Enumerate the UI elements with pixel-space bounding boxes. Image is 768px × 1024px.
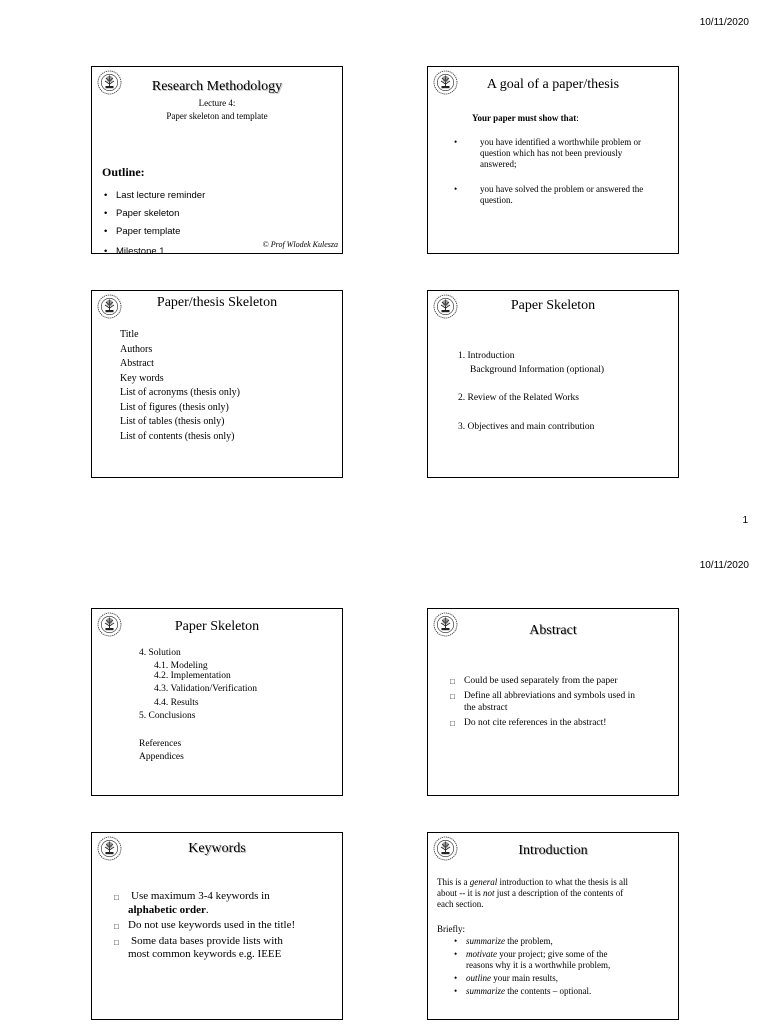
list-item: Key words [120,372,164,384]
list-item: 2. Review of the Related Works [458,393,579,403]
text-emphasis: summarize [466,986,506,996]
list-item: • Milestone 1 [102,243,205,261]
page-date: 10/11/2020 [699,17,749,28]
author-credit: © Prof Wlodek Kulesza [262,240,338,249]
list-subitem: 4.2. Implementation [154,671,231,681]
slide-goal-of-paper [427,66,679,254]
skeleton-list [120,328,240,444]
briefly-label: Briefly: [437,924,465,934]
slide-paper-skeleton-2 [91,608,343,796]
list-item: List of figures (thesis only) [120,401,229,413]
bullet-line: question which has not been previously [480,148,623,158]
item-tail: . [205,903,209,916]
slide-title: Keywords [188,841,246,856]
bullet-line: question. [480,195,513,205]
text-emphasis: outline [466,973,491,983]
bullet-line: you have identified a worthwhile problem or [480,137,641,147]
skeleton-list [458,349,604,434]
bullet-line: you have solved the problem or answered the [480,184,644,194]
slide-title: Abstract [529,623,577,638]
list-item: • outline your main results, [454,973,558,983]
slide-introduction [427,832,679,1020]
slide-keywords [91,832,343,1020]
slide-title: Introduction [518,843,588,858]
text-run: the problem, [505,936,553,946]
slide-research-methodology [91,66,343,257]
list-item [448,690,635,714]
text-run: your main results, [491,973,558,983]
skeleton-list [139,647,257,763]
keywords-list [112,890,295,962]
list-item [112,935,295,962]
list-item [112,890,295,917]
list-item-continuation: reasons why it is a worthwhile problem, [466,960,611,970]
list-item: 4. Solution [139,648,181,658]
list-item: • summarize the contents – optional. [454,986,592,996]
page-date: 10/11/2020 [699,560,749,571]
text-run: introduction to what the thesis is all [497,877,628,887]
list-item: Title [120,329,139,340]
outline-list [102,187,205,261]
list-item: 5. Conclusions [139,710,196,721]
slide-title: Paper/thesis Skeleton [156,295,278,310]
list-item: • Paper template [102,223,205,241]
list-subitem: 4.1. Modeling [154,660,208,671]
list-item: List of contents (thesis only) [120,430,235,442]
list-item: • Last lecture reminder [102,187,205,205]
slide-title: Paper Skeleton [174,619,260,634]
slide-paper-thesis-skeleton [91,290,343,478]
list-item: List of tables (thesis only) [120,416,225,427]
list-subitem: Background Information (optional) [470,365,605,375]
page-number: 1 [742,515,748,526]
text-run: your project; give some of the [497,949,608,959]
list-item: 1. Introduction [458,351,515,361]
slide-title: Paper Skeleton [510,298,596,313]
text-run: the contents – optional. [505,986,592,996]
slide-title: Research Methodology [151,79,283,94]
list-item: • motivate your project; give some of the [454,949,608,959]
item-bold: alphabetic order [128,903,206,916]
lead-bold: Your paper must show that [472,113,577,123]
item-line: the abstract [464,703,508,713]
slide-title: A goal of a paper/thesis [486,77,620,92]
bullet-line: answered; [480,159,517,169]
lecture-number: Lecture 4: [198,98,236,108]
abstract-list [448,675,635,729]
text-emphasis: general [469,877,498,887]
intro-paragraph [437,877,628,910]
list-item: • Paper skeleton [102,205,205,223]
text-emphasis: summarize [466,936,506,946]
text-run: just a description of the contents of [494,888,624,898]
slide-abstract [427,608,679,796]
list-subitem: 4.3. Validation/Verification [154,683,257,694]
list-item: List of acronyms (thesis only) [120,387,240,398]
item-line: □ Define all abbreviations and symbols used in [464,691,635,701]
item-line: □ Some data bases provide lists with [131,934,283,947]
lead-tail: : [576,113,579,123]
list-item: □ Could be used separately from the paper [448,675,635,687]
bullet-2: • you have solved the problem or answered the question. [454,184,644,205]
list-item: • summarize the problem, [454,936,553,946]
text-run: about -- it is [437,888,483,898]
intro-list [454,936,610,997]
outline-heading: Outline: [102,165,145,179]
slide-paper-skeleton-1 [427,290,679,478]
list-item: □ Do not cite references in the abstract! [448,717,635,729]
list-item: □ Do not use keywords used in the title! [112,919,295,933]
text-run: This is a [437,877,470,887]
text-run: each section. [437,899,484,909]
list-subitem: 4.4. Results [154,698,199,708]
list-item: References [139,739,182,749]
item-line: □ Use maximum 3-4 keywords in [131,890,270,902]
list-item: 3. Objectives and main contribution [458,422,595,432]
text-emphasis: motivate [466,949,497,959]
list-item: Appendices [139,751,184,762]
list-item: Authors [120,343,153,355]
list-item: Abstract [120,358,154,369]
lead-text [472,113,579,123]
item-line: most common keywords e.g. IEEE [128,948,282,960]
lecture-subtitle: Paper skeleton and template [166,111,268,121]
bullet-1: • you have identified a worthwhile problem or question which has not been previously answered; [454,137,641,169]
text-emphasis: not [483,888,495,898]
